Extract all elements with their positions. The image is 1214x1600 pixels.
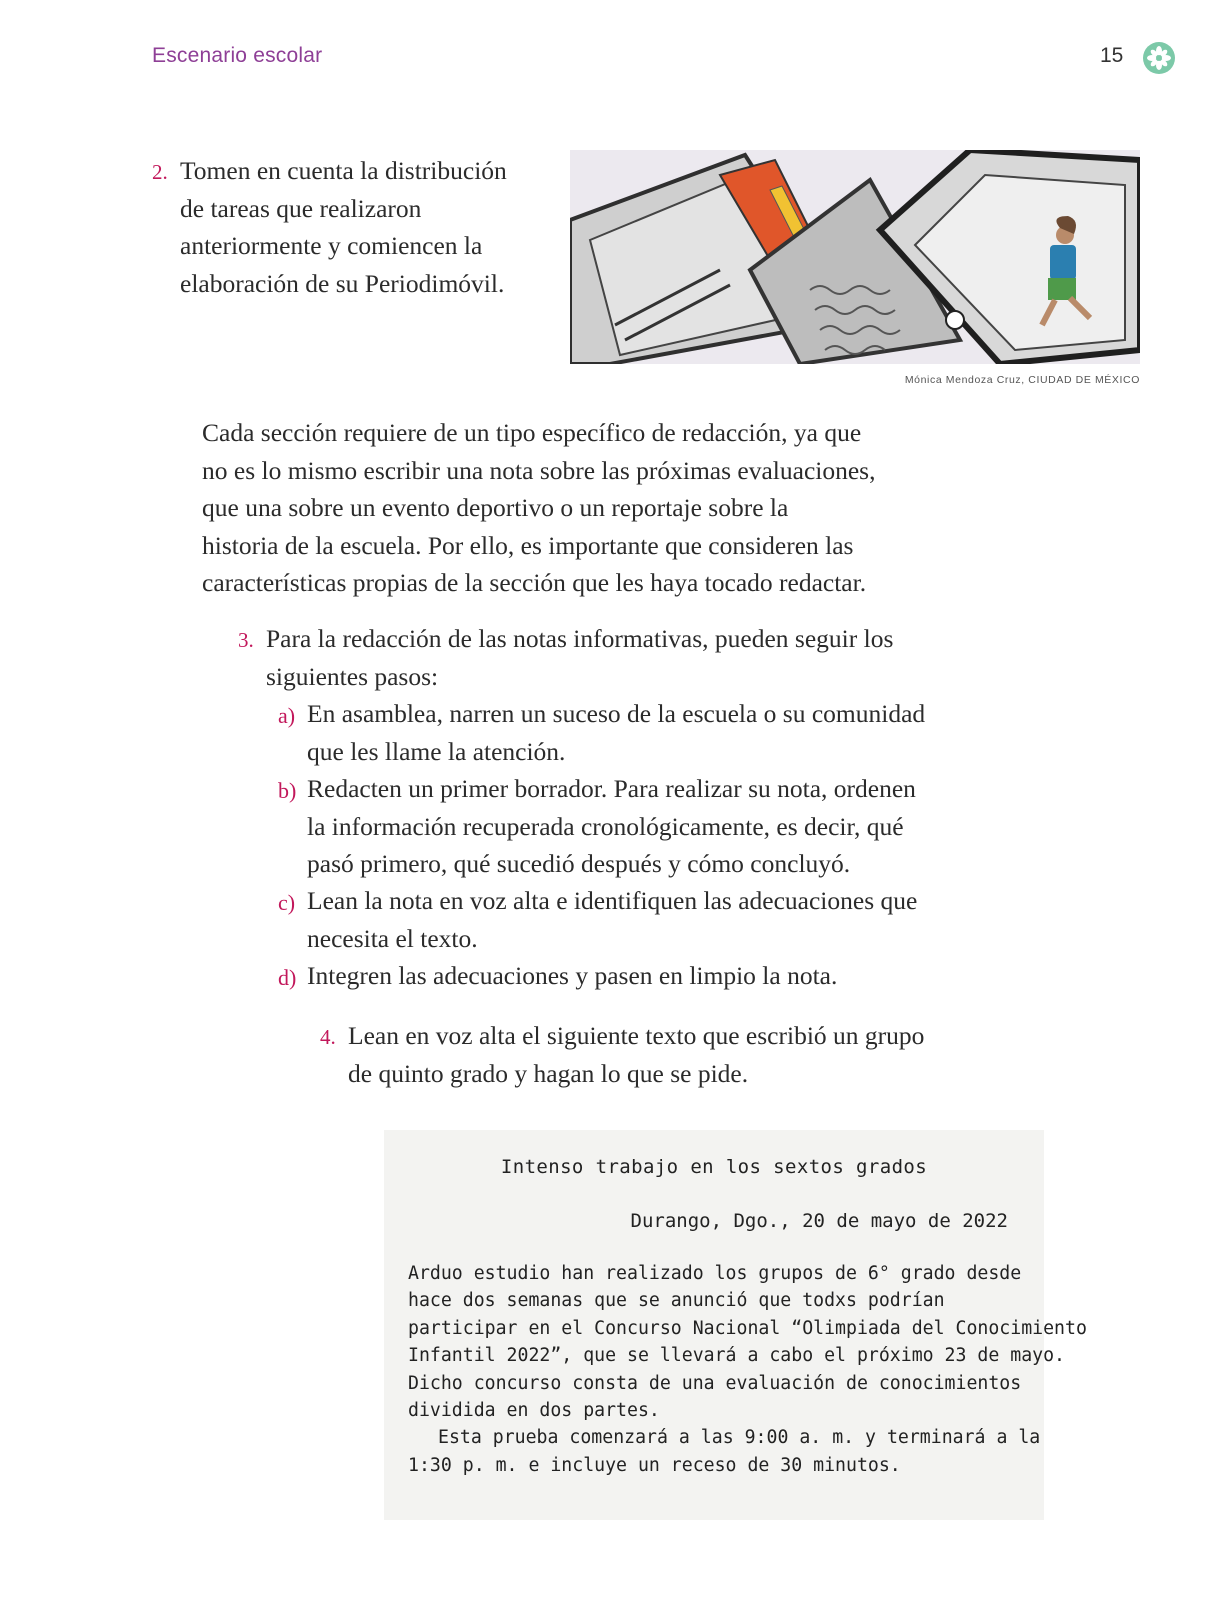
- text-line: Para la redacción de las notas informativas, pueden seguir los: [266, 624, 894, 653]
- note-title: Intenso trabajo en los sextos grados: [500, 1156, 928, 1178]
- text-line: pasó primero, qué sucedió después y cómo concluyó.: [307, 849, 851, 878]
- text-line: necesita el texto.: [307, 923, 478, 953]
- text-line: Cada sección requiere de un tipo específico de redacción, ya que: [202, 418, 862, 447]
- note-line: Infantil 2022”, que se llevará a cabo el próximo 23 de mayo.: [408, 1345, 1065, 1367]
- note-line: Dicho concurso consta de una evaluación de conocimientos: [408, 1372, 1022, 1394]
- step-number: 2.: [152, 160, 168, 184]
- text-line: elaboración de su Periodimóvil.: [180, 268, 505, 298]
- text-line: historia de la escuela. Por ello, es importante que consideren las: [202, 530, 854, 560]
- text-line: la información recuperada cronológicamente, es decir, qué: [307, 811, 904, 841]
- page-number: 15: [1100, 44, 1124, 67]
- note-line: dividida en dos partes.: [408, 1400, 660, 1422]
- newspaper-tablet-illustration: [570, 150, 1140, 364]
- text-line: Tomen en cuenta la distribución: [180, 156, 507, 185]
- text-line: que les llame la atención.: [307, 736, 566, 766]
- text-line: Integren las adecuaciones y pasen en limpio la nota.: [307, 961, 838, 990]
- text-line: anteriormente y comiencen la: [180, 231, 483, 260]
- text-line: no es lo mismo escribir una nota sobre las próximas evaluaciones,: [202, 455, 876, 485]
- substep-letter: d): [278, 965, 297, 990]
- section-title: Escenario escolar: [152, 44, 323, 67]
- note-line: Esta prueba comenzará a las 9:00 a. m. y terminará a la: [438, 1427, 1041, 1449]
- text-line: siguientes pasos:: [266, 661, 439, 691]
- substep-letter: b): [278, 778, 297, 803]
- illustration-credit: Mónica Mendoza Cruz, CIUDAD DE MÉXICO: [904, 374, 1140, 386]
- substep-letter: a): [278, 703, 296, 728]
- step-3-text: [266, 620, 893, 695]
- text-line: de tareas que realizaron: [180, 193, 422, 223]
- note-line: Arduo estudio han realizado los grupos de 6° grado desde: [408, 1263, 1022, 1284]
- note-line: hace dos semanas que se anunció que todxs podrían: [408, 1290, 945, 1312]
- flower-badge-icon: [1143, 42, 1175, 74]
- text-line: Lean en voz alta el siguiente texto que escribió un grupo: [348, 1021, 925, 1050]
- note-body: [408, 1260, 1087, 1479]
- student-news-note: [384, 1130, 1087, 1520]
- text-line: En asamblea, narren un suceso de la escuela o su comunidad: [307, 699, 926, 728]
- note-dateline: Durango, Dgo., 20 de mayo de 2022: [630, 1210, 1008, 1232]
- substep-letter: c): [278, 890, 296, 915]
- text-line: Redacten un primer borrador. Para realizar su nota, ordenen: [307, 774, 916, 803]
- body-paragraph: [202, 414, 922, 602]
- text-line: características propias de la sección que les haya tocado redactar.: [202, 568, 867, 598]
- step-2-text: [180, 152, 507, 302]
- step-4-text: [348, 1017, 924, 1092]
- text-line: Lean la nota en voz alta e identifiquen las adecuaciones que: [307, 886, 918, 915]
- text-line: de quinto grado y hagan lo que se pide.: [348, 1058, 749, 1088]
- step-number: 4.: [320, 1025, 336, 1049]
- note-line: 1:30 p. m. e incluye un receso de 30 minutos.: [408, 1454, 901, 1476]
- note-line: participar en el Concurso Nacional “Olimpiada del Conocimiento: [408, 1317, 1087, 1339]
- text-line: que una sobre un evento deportivo o un reportaje sobre la: [202, 493, 789, 523]
- step-number: 3.: [238, 628, 254, 652]
